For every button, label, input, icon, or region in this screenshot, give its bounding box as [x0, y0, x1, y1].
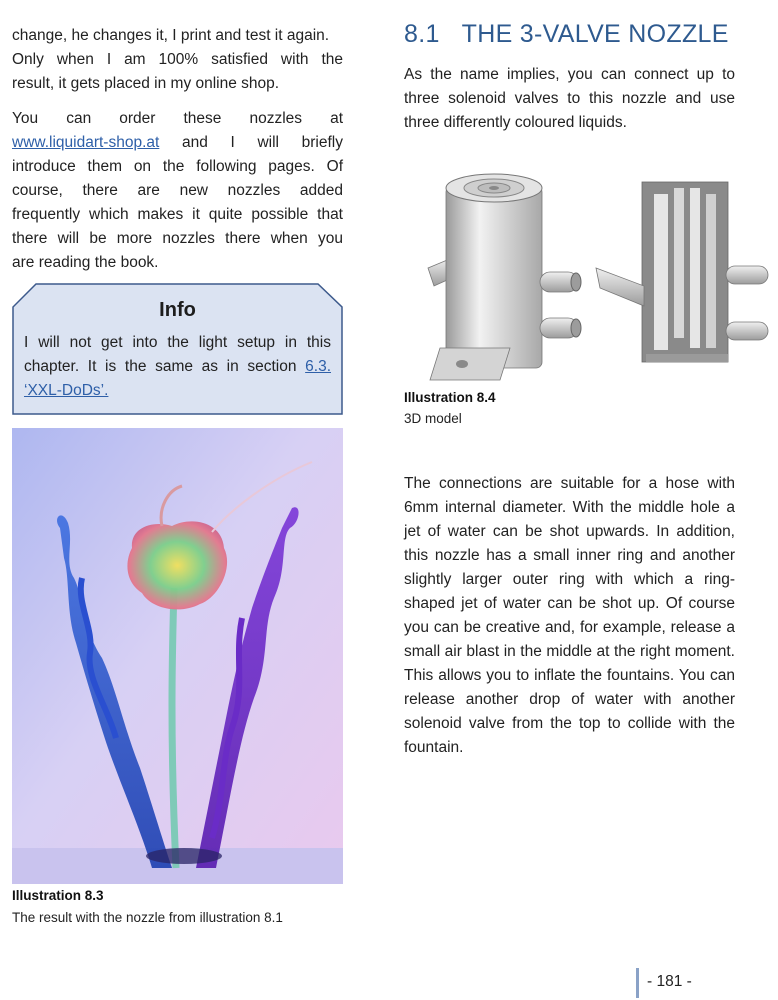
- page-number: - 181 -: [636, 968, 692, 998]
- text-line: You can order these nozzles at: [12, 110, 343, 127]
- illustration-8-3-caption: The result with the nozzle from illustration 8.1: [12, 910, 283, 925]
- text-line: Only when I am 100% satisfied with the: [12, 51, 343, 68]
- text-line: result, it gets placed in my online shop.: [12, 75, 280, 92]
- text-line: introduce them on the following pages. Of: [12, 158, 343, 175]
- shop-link[interactable]: www.liquidart-shop.at: [12, 134, 160, 151]
- illustration-8-3-title: Illustration 8.3: [12, 888, 104, 903]
- liquid-art-photo: [12, 428, 343, 884]
- info-title: Info: [159, 299, 196, 321]
- text-line: course, there are new nozzles added: [12, 182, 343, 199]
- paragraph-intro-nozzle: As the name implies, you can connect up to three solenoid valves to this nozzle and use three differently coloured liquids.: [404, 66, 735, 131]
- section-link[interactable]: 6.3. ‘XXL-DoDs’.: [24, 358, 331, 399]
- text-line: there will be more nozzles there when you: [12, 230, 343, 247]
- illustration-8-4-title: Illustration 8.4: [404, 390, 496, 405]
- paragraph-connections: The connections are suitable for a hose with 6mm internal diameter. With the middle hole a jet of water can be shot upwards. In addition, this nozzle has a small inner ring and another slightly larger outer ring with which a ring-shaped jet of water can be shot up. Of course you can be creative and, for example, release a small air blast in the middle at the right moment. This allows you to inflate the fountains. You can release another drop of water with another solenoid valve from the top to collide with the fountain.: [404, 475, 735, 756]
- paragraph-intro: [12, 24, 343, 96]
- section-heading: [404, 20, 729, 49]
- text-line: are reading the book.: [12, 254, 159, 271]
- text-fragment: and I will briefly: [159, 134, 343, 151]
- text-line: frequently which makes it quite possible that: [12, 206, 343, 223]
- section-number: 8.1: [404, 20, 440, 48]
- info-body: I will not get into the light setup in this chapter. It is the same as in section: [24, 334, 331, 375]
- info-box: [12, 283, 343, 415]
- nozzle-3d-model: [400, 168, 778, 390]
- section-title: THE 3-VALVE NOZZLE: [461, 20, 729, 48]
- nozzle-render: [400, 168, 778, 390]
- text-line: [12, 131, 343, 155]
- illustration-8-4-caption: 3D model: [404, 411, 462, 426]
- paragraph-order: [12, 107, 343, 275]
- splash-image: [12, 428, 343, 884]
- info-text: [24, 331, 331, 403]
- text-line: change, he changes it, I print and test it again.: [12, 27, 330, 44]
